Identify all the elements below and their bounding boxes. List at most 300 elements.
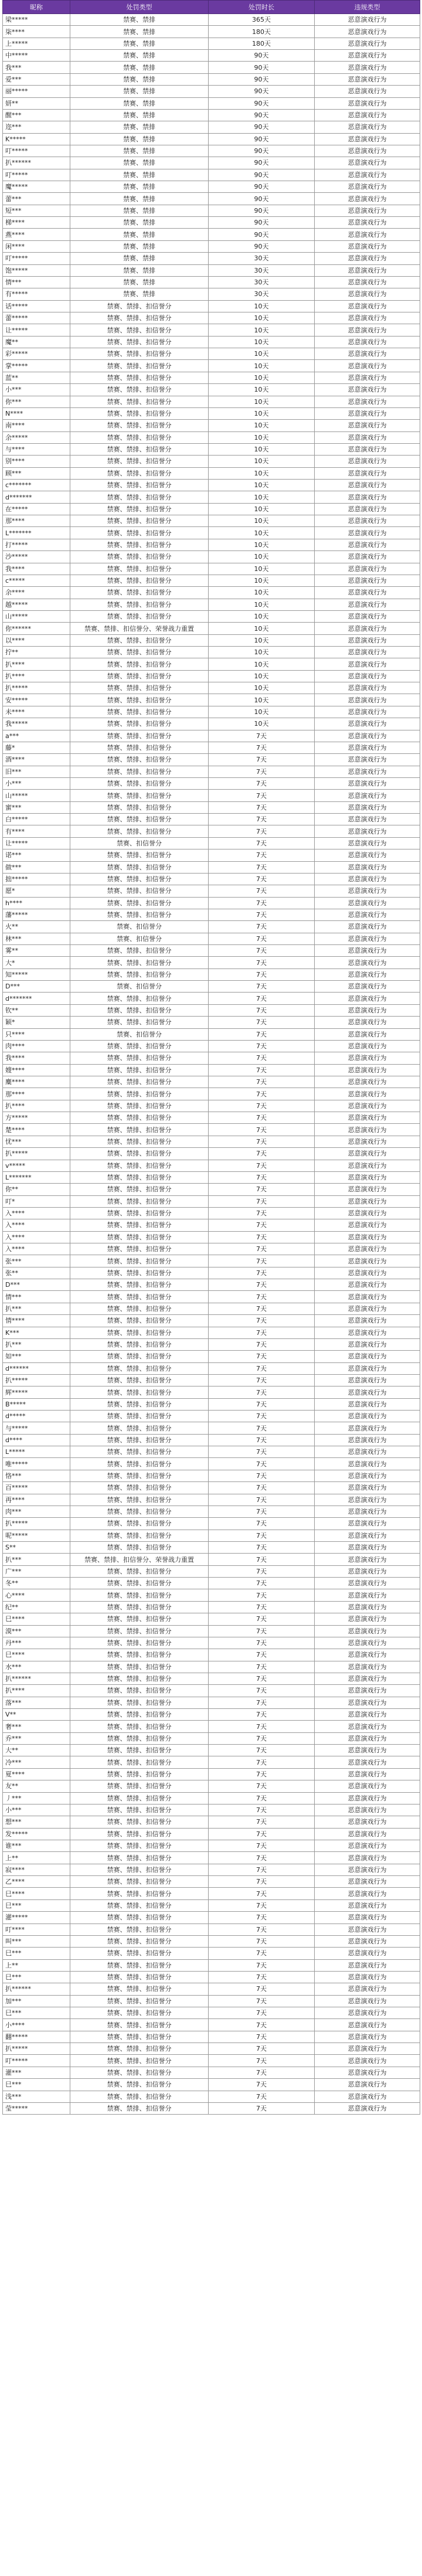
nickname-cell: 扒***** [3, 1148, 70, 1160]
penalty-duration-cell: 10天 [209, 563, 315, 575]
table-row [3, 634, 420, 646]
penalty-duration-cell: 7天 [209, 1709, 315, 1721]
nickname-cell: 恪*** [3, 1470, 70, 1481]
nickname-cell: 诺*** [3, 849, 70, 861]
table-row [3, 1494, 420, 1506]
penalty-duration-cell: 7天 [209, 1243, 315, 1255]
nickname-cell: 辉***** [3, 1386, 70, 1398]
table-row [3, 276, 420, 288]
table-row [3, 1935, 420, 1947]
table-row [3, 109, 420, 121]
violation-type-cell: 恶意演戏行为 [315, 1625, 420, 1637]
nickname-cell: 那**** [3, 515, 70, 527]
penalty-type-cell: 禁赛、禁排、扣信誉分 [70, 1398, 209, 1410]
violation-type-cell: 恶意演戏行为 [315, 1291, 420, 1303]
violation-type-cell: 恶意演戏行为 [315, 837, 420, 849]
nickname-cell: 奢*** [3, 1721, 70, 1732]
penalty-duration-cell: 7天 [209, 1267, 315, 1279]
penalty-duration-cell: 7天 [209, 1518, 315, 1530]
nickname-cell: 叮***** [3, 253, 70, 264]
nickname-cell: 迩*** [3, 121, 70, 133]
table-row [3, 372, 420, 383]
table-row [3, 754, 420, 766]
nickname-cell: 乙**** [3, 1876, 70, 1888]
penalty-duration-cell: 90天 [209, 157, 315, 169]
nickname-cell: 上***** [3, 38, 70, 49]
violation-type-cell: 恶意演戏行为 [315, 1530, 420, 1541]
table-row [3, 336, 420, 348]
penalty-type-cell: 禁赛、禁排、扣信誉分 [70, 1255, 209, 1267]
violation-type-cell: 恶意演戏行为 [315, 539, 420, 550]
violation-type-cell: 恶意演戏行为 [315, 62, 420, 73]
violation-type-cell: 恶意演戏行为 [315, 1398, 420, 1410]
penalty-duration-cell: 7天 [209, 1315, 315, 1327]
penalty-duration-cell: 7天 [209, 1506, 315, 1517]
violation-type-cell: 恶意演戏行为 [315, 1004, 420, 1016]
nickname-cell: 叮**** [3, 1923, 70, 1935]
penalty-duration-cell: 10天 [209, 718, 315, 730]
violation-type-cell: 恶意演戏行为 [315, 169, 420, 181]
table-row [3, 491, 420, 503]
nickname-cell: 旧*** [3, 766, 70, 777]
table-row [3, 145, 420, 157]
penalty-duration-cell: 7天 [209, 1948, 315, 1959]
penalty-duration-cell: 10天 [209, 431, 315, 443]
penalty-type-cell: 禁赛、禁排、扣信誉分 [70, 873, 209, 885]
violation-type-cell: 恶意演戏行为 [315, 801, 420, 813]
penalty-type-cell: 禁赛、禁排、扣信誉分 [70, 1422, 209, 1434]
penalty-type-cell: 禁赛、禁排、扣信誉分 [70, 1219, 209, 1231]
penalty-type-cell: 禁赛、禁排、扣信誉分 [70, 1351, 209, 1362]
penalty-type-cell: 禁赛、禁排、扣信誉分 [70, 1685, 209, 1697]
nickname-cell: 楚**** [3, 1124, 70, 1136]
penalty-type-cell: 禁赛、禁排、扣信誉分 [70, 407, 209, 419]
penalty-type-cell: 禁赛、禁排、扣信誉分 [70, 1578, 209, 1589]
penalty-type-cell: 禁赛、禁排、扣信誉分 [70, 1171, 209, 1183]
table-row [3, 1446, 420, 1458]
table-row [3, 1207, 420, 1219]
penalty-duration-cell: 90天 [209, 50, 315, 62]
penalty-duration-cell: 7天 [209, 1112, 315, 1124]
nickname-cell: 巳**** [3, 1649, 70, 1661]
table-row [3, 1637, 420, 1649]
table-row [3, 1362, 420, 1374]
table-row [3, 527, 420, 539]
violation-type-cell: 恶意演戏行为 [315, 682, 420, 694]
nickname-cell: 扒*** [3, 1303, 70, 1314]
violation-type-cell: 恶意演戏行为 [315, 1374, 420, 1386]
nickname-cell: 大* [3, 957, 70, 968]
violation-type-cell: 恶意演戏行为 [315, 1697, 420, 1708]
violation-type-cell: 恶意演戏行为 [315, 253, 420, 264]
violation-type-cell: 恶意演戏行为 [315, 276, 420, 288]
penalty-type-cell: 禁赛、禁排、扣信誉分 [70, 551, 209, 563]
table-row [3, 1386, 420, 1398]
violation-type-cell: 恶意演戏行为 [315, 157, 420, 169]
violation-type-cell: 恶意演戏行为 [315, 1207, 420, 1219]
table-row [3, 1745, 420, 1756]
violation-type-cell: 恶意演戏行为 [315, 26, 420, 38]
table-row [3, 658, 420, 670]
table-row [3, 1518, 420, 1530]
penalty-type-cell: 禁赛、禁排、扣信誉分 [70, 754, 209, 766]
penalty-type-cell: 禁赛、禁排、扣信誉分 [70, 1959, 209, 1971]
nickname-cell: 叫*** [3, 1935, 70, 1947]
table-row [3, 1076, 420, 1088]
penalty-type-cell: 禁赛、禁排、扣信誉分 [70, 1411, 209, 1422]
violation-type-cell: 恶意演戏行为 [315, 778, 420, 790]
violation-type-cell: 恶意演戏行为 [315, 1685, 420, 1697]
violation-type-cell: 恶意演戏行为 [315, 706, 420, 718]
violation-type-cell: 恶意演戏行为 [315, 348, 420, 360]
penalty-type-cell: 禁赛、禁排、扣信誉分 [70, 324, 209, 336]
header-row [3, 1, 420, 14]
violation-type-cell: 恶意演戏行为 [315, 1446, 420, 1458]
table-row [3, 1279, 420, 1291]
table-row [3, 181, 420, 193]
penalty-type-cell: 禁赛、禁排、扣信誉分 [70, 897, 209, 909]
nickname-cell: L******* [3, 527, 70, 539]
penalty-duration-cell: 10天 [209, 634, 315, 646]
violation-type-cell: 恶意演戏行为 [315, 1864, 420, 1875]
table-row [3, 575, 420, 586]
violation-type-cell: 恶意演戏行为 [315, 1565, 420, 1577]
violation-type-cell: 恶意演戏行为 [315, 694, 420, 706]
nickname-cell: 蕾***** [3, 312, 70, 324]
penalty-type-cell: 禁赛、禁排、扣信誉分 [70, 1518, 209, 1530]
penalty-duration-cell: 10天 [209, 682, 315, 694]
header-nickname: 昵称 [3, 1, 70, 14]
table-row [3, 957, 420, 968]
penalty-type-cell: 禁赛、禁排、扣信誉分 [70, 1207, 209, 1219]
penalty-type-cell: 禁赛、禁排、扣信誉分 [70, 2019, 209, 2031]
penalty-duration-cell: 10天 [209, 420, 315, 431]
nickname-cell: 做*** [3, 861, 70, 873]
nickname-cell: 未**** [3, 706, 70, 718]
nickname-cell: K***** [3, 133, 70, 145]
table-row [3, 1756, 420, 1768]
nickname-cell: 扒*** [3, 1554, 70, 1565]
nickname-cell: 蓝** [3, 372, 70, 383]
penalty-type-cell: 禁赛、禁排、扣信誉分 [70, 1745, 209, 1756]
table-row [3, 324, 420, 336]
nickname-cell: 梁***** [3, 14, 70, 26]
penalty-type-cell: 禁赛、禁排 [70, 121, 209, 133]
penalty-type-cell: 禁赛、禁排、扣信誉分 [70, 456, 209, 467]
violation-type-cell: 恶意演戏行为 [315, 229, 420, 240]
nickname-cell: 冬** [3, 1578, 70, 1589]
penalty-duration-cell: 10天 [209, 515, 315, 527]
nickname-cell: 扒**** [3, 658, 70, 670]
table-row [3, 217, 420, 229]
penalty-duration-cell: 7天 [209, 1494, 315, 1506]
penalty-duration-cell: 10天 [209, 360, 315, 372]
penalty-duration-cell: 7天 [209, 885, 315, 897]
table-row [3, 205, 420, 216]
penalty-type-cell: 禁赛、禁排、扣信誉分 [70, 1338, 209, 1350]
penalty-type-cell: 禁赛、禁排、扣信誉分 [70, 1374, 209, 1386]
violation-type-cell: 恶意演戏行为 [315, 1076, 420, 1088]
penalty-duration-cell: 10天 [209, 539, 315, 550]
nickname-cell: 友** [3, 1780, 70, 1792]
table-row [3, 1255, 420, 1267]
table-row [3, 897, 420, 909]
table-row [3, 1267, 420, 1279]
table-row [3, 694, 420, 706]
penalty-type-cell: 禁赛、禁排、扣信誉分 [70, 1709, 209, 1721]
nickname-cell: c***** [3, 575, 70, 586]
penalty-type-cell: 禁赛、禁排、扣信誉分 [70, 1148, 209, 1160]
table-row [3, 1422, 420, 1434]
nickname-cell: 藩***** [3, 909, 70, 920]
nickname-cell: 闲**** [3, 240, 70, 252]
nickname-cell: 只**** [3, 1028, 70, 1040]
violation-type-cell: 恶意演戏行为 [315, 849, 420, 861]
table-row [3, 38, 420, 49]
nickname-cell: a*** [3, 730, 70, 742]
penalty-type-cell: 禁赛、禁排、扣信誉分 [70, 575, 209, 586]
nickname-cell: 如*** [3, 1351, 70, 1362]
table-row [3, 1458, 420, 1470]
table-row [3, 2102, 420, 2114]
penalty-duration-cell: 7天 [209, 742, 315, 753]
penalty-duration-cell: 10天 [209, 312, 315, 324]
penalty-duration-cell: 7天 [209, 1840, 315, 1851]
penalty-type-cell: 禁赛、禁排 [70, 133, 209, 145]
penalty-type-cell: 禁赛、禁排 [70, 157, 209, 169]
nickname-cell: 心**** [3, 1589, 70, 1601]
penalty-type-cell: 禁赛、禁排、扣信誉分 [70, 312, 209, 324]
violation-type-cell: 恶意演戏行为 [315, 420, 420, 431]
table-row [3, 1124, 420, 1136]
table-row [3, 682, 420, 694]
violation-type-cell: 恶意演戏行为 [315, 1112, 420, 1124]
violation-type-cell: 恶意演戏行为 [315, 1756, 420, 1768]
penalty-type-cell: 禁赛、禁排 [70, 181, 209, 193]
table-row [3, 599, 420, 610]
violation-type-cell: 恶意演戏行为 [315, 443, 420, 455]
penalty-type-cell: 禁赛、禁排、扣信誉分 [70, 1840, 209, 1851]
violation-type-cell: 恶意演戏行为 [315, 1589, 420, 1601]
penalty-type-cell: 禁赛、禁排、扣信誉分 [70, 563, 209, 575]
nickname-cell: 巳**** [3, 1613, 70, 1625]
nickname-cell: 扒***** [3, 1518, 70, 1530]
penalty-type-cell: 禁赛、禁排 [70, 145, 209, 157]
penalty-duration-cell: 10天 [209, 503, 315, 515]
penalty-duration-cell: 90天 [209, 109, 315, 121]
penalty-duration-cell: 365天 [209, 14, 315, 26]
violation-type-cell: 恶意演戏行为 [315, 1828, 420, 1840]
table-row [3, 873, 420, 885]
nickname-cell: 我***** [3, 718, 70, 730]
violation-type-cell: 恶意演戏行为 [315, 1661, 420, 1673]
penalty-type-cell: 禁赛、禁排、扣信誉分 [70, 957, 209, 968]
penalty-duration-cell: 7天 [209, 1398, 315, 1410]
table-row [3, 1470, 420, 1481]
table-row [3, 837, 420, 849]
table-row [3, 2067, 420, 2078]
penalty-duration-cell: 7天 [209, 1673, 315, 1684]
violation-type-cell: 恶意演戏行为 [315, 1124, 420, 1136]
penalty-type-cell: 禁赛、禁排、扣信誉分 [70, 1864, 209, 1875]
penalty-type-cell: 禁赛、禁排、扣信誉分 [70, 420, 209, 431]
violation-type-cell: 恶意演戏行为 [315, 2091, 420, 2102]
table-row [3, 1338, 420, 1350]
penalty-duration-cell: 7天 [209, 933, 315, 944]
table-row [3, 1017, 420, 1028]
nickname-cell: 打***** [3, 539, 70, 550]
nickname-cell: 浅*** [3, 2091, 70, 2102]
violation-type-cell: 恶意演戏行为 [315, 384, 420, 396]
penalty-duration-cell: 7天 [209, 1052, 315, 1064]
violation-type-cell: 恶意演戏行为 [315, 515, 420, 527]
nickname-cell: N**** [3, 407, 70, 419]
violation-type-cell: 恶意演戏行为 [315, 312, 420, 324]
table-row [3, 2091, 420, 2102]
violation-type-cell: 恶意演戏行为 [315, 1052, 420, 1064]
penalty-type-cell: 禁赛、禁排、扣信誉分 [70, 1673, 209, 1684]
penalty-duration-cell: 7天 [209, 1613, 315, 1625]
table-row [3, 849, 420, 861]
nickname-cell: V** [3, 1709, 70, 1721]
nickname-cell: 与***** [3, 1422, 70, 1434]
penalty-duration-cell: 90天 [209, 86, 315, 97]
nickname-cell: d***** [3, 1411, 70, 1422]
penalty-duration-cell: 10天 [209, 551, 315, 563]
penalty-duration-cell: 7天 [209, 1327, 315, 1338]
penalty-duration-cell: 7天 [209, 909, 315, 920]
penalty-duration-cell: 7天 [209, 1088, 315, 1100]
violation-type-cell: 恶意演戏行为 [315, 491, 420, 503]
penalty-duration-cell: 180天 [209, 26, 315, 38]
violation-type-cell: 恶意演戏行为 [315, 1303, 420, 1314]
penalty-duration-cell: 10天 [209, 396, 315, 407]
table-row [3, 1411, 420, 1422]
penalty-type-cell: 禁赛、禁排、扣信誉分 [70, 348, 209, 360]
penalty-type-cell: 禁赛、禁排、扣信誉分 [70, 1732, 209, 1744]
nickname-cell: h**** [3, 897, 70, 909]
penalty-duration-cell: 7天 [209, 1303, 315, 1314]
violation-type-cell: 恶意演戏行为 [315, 1721, 420, 1732]
nickname-cell: 扒****** [3, 1983, 70, 1995]
penalty-type-cell: 禁赛、禁排、扣信誉分 [70, 1852, 209, 1864]
penalty-type-cell: 禁赛、禁排、扣信誉分 [70, 742, 209, 753]
table-row [3, 1171, 420, 1183]
nickname-cell: 漠*** [3, 1625, 70, 1637]
penalty-type-cell: 禁赛、禁排、扣信誉分 [70, 503, 209, 515]
nickname-cell: v***** [3, 1160, 70, 1171]
penalty-type-cell: 禁赛、禁排 [70, 97, 209, 109]
penalty-type-cell: 禁赛、禁排、扣信誉分 [70, 1756, 209, 1768]
nickname-cell: B***** [3, 1398, 70, 1410]
penalty-duration-cell: 10天 [209, 623, 315, 634]
table-row [3, 288, 420, 300]
nickname-cell: 扒***** [3, 1374, 70, 1386]
penalty-type-cell: 禁赛、禁排、扣信誉分 [70, 1804, 209, 1816]
penalty-type-cell: 禁赛、禁排、扣信誉分 [70, 599, 209, 610]
penalty-type-cell: 禁赛、禁排、扣信誉分 [70, 849, 209, 861]
table-row [3, 1064, 420, 1076]
nickname-cell: 蜜*** [3, 801, 70, 813]
penalty-type-cell: 禁赛、禁排、扣信誉分 [70, 1088, 209, 1100]
nickname-cell: d**** [3, 1434, 70, 1446]
penalty-duration-cell: 90天 [209, 205, 315, 216]
table-row [3, 133, 420, 145]
penalty-type-cell: 禁赛、禁排、扣信誉分 [70, 1124, 209, 1136]
penalty-duration-cell: 7天 [209, 754, 315, 766]
table-header [3, 1, 420, 14]
violation-type-cell: 恶意演戏行为 [315, 407, 420, 419]
violation-type-cell: 恶意演戏行为 [315, 145, 420, 157]
penalty-duration-cell: 7天 [209, 2007, 315, 2019]
table-row [3, 1040, 420, 1052]
table-row [3, 1554, 420, 1565]
violation-type-cell: 恶意演戏行为 [315, 181, 420, 193]
nickname-cell: 张** [3, 1267, 70, 1279]
nickname-cell: 落*** [3, 1697, 70, 1708]
violation-type-cell: 恶意演戏行为 [315, 1411, 420, 1422]
penalty-duration-cell: 7天 [209, 1219, 315, 1231]
penalty-type-cell: 禁赛、扣信誉分 [70, 921, 209, 933]
table-row [3, 443, 420, 455]
table-row [3, 563, 420, 575]
nickname-cell: 扒***** [3, 2043, 70, 2055]
violation-type-cell: 恶意演戏行为 [315, 981, 420, 993]
table-row [3, 2019, 420, 2031]
penalty-duration-cell: 10天 [209, 384, 315, 396]
penalty-duration-cell: 7天 [209, 1446, 315, 1458]
penalty-type-cell: 禁赛、禁排、扣信誉分 [70, 515, 209, 527]
penalty-duration-cell: 7天 [209, 968, 315, 980]
table-row [3, 1673, 420, 1684]
penalty-duration-cell: 7天 [209, 1935, 315, 1947]
penalty-type-cell: 禁赛、禁排、扣信誉分 [70, 1661, 209, 1673]
penalty-duration-cell: 7天 [209, 897, 315, 909]
penalty-type-cell: 禁赛、禁排、扣信誉分 [70, 885, 209, 897]
nickname-cell: 扒****** [3, 157, 70, 169]
penalty-duration-cell: 7天 [209, 1458, 315, 1470]
penalty-duration-cell: 90天 [209, 229, 315, 240]
penalty-type-cell: 禁赛、禁排、扣信誉分 [70, 1100, 209, 1112]
nickname-cell: 巳*** [3, 1948, 70, 1959]
penalty-type-cell: 禁赛、扣信誉分 [70, 1028, 209, 1040]
nickname-cell: 扒***** [3, 682, 70, 694]
violation-type-cell: 恶意演戏行为 [315, 718, 420, 730]
table-row [3, 993, 420, 1004]
violation-type-cell: 恶意演戏行为 [315, 1434, 420, 1446]
nickname-cell: 情**** [3, 1315, 70, 1327]
violation-type-cell: 恶意演戏行为 [315, 2031, 420, 2043]
penalty-type-cell: 禁赛、禁排、扣信誉分、荣誉战力重置 [70, 623, 209, 634]
penalty-duration-cell: 10天 [209, 670, 315, 682]
penalty-duration-cell: 7天 [209, 1362, 315, 1374]
table-row [3, 1243, 420, 1255]
penalty-duration-cell: 10天 [209, 443, 315, 455]
table-row [3, 801, 420, 813]
table-row [3, 610, 420, 622]
nickname-cell: d****** [3, 1362, 70, 1374]
penalty-type-cell: 禁赛、禁排、扣信誉分 [70, 1780, 209, 1792]
penalty-type-cell: 禁赛、禁排、扣信誉分 [70, 1017, 209, 1028]
nickname-cell: 魔** [3, 336, 70, 348]
table-row [3, 1028, 420, 1040]
penalty-type-cell: 禁赛、扣信誉分 [70, 981, 209, 993]
violation-type-cell: 恶意演戏行为 [315, 38, 420, 49]
table-row [3, 1160, 420, 1171]
violation-type-cell: 恶意演戏行为 [315, 1362, 420, 1374]
table-row [3, 169, 420, 181]
violation-type-cell: 恶意演戏行为 [315, 1995, 420, 2007]
